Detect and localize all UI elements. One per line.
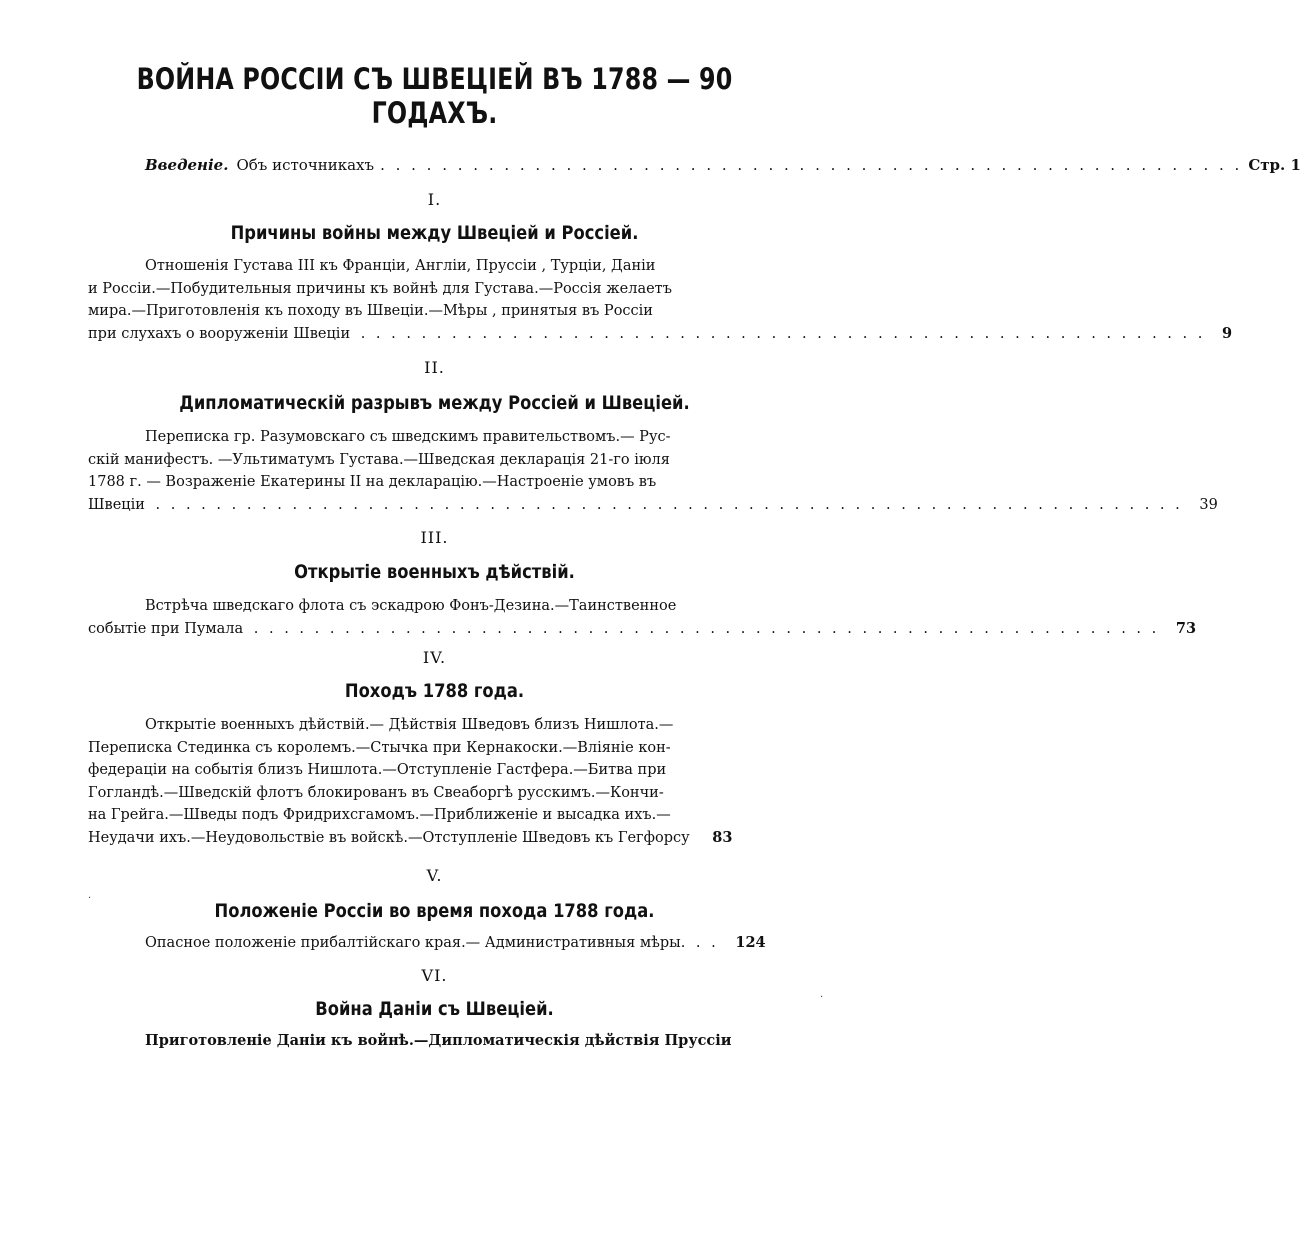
intro-entry [145, 156, 1301, 174]
summary-line: при слухахъ о вооруженіи Швеціи [88, 325, 351, 342]
summary-last-line [88, 932, 781, 955]
summary-line: Опасное положеніе прибалтійскаго края.— Административныя мѣры. [145, 935, 686, 951]
intro-page-number: Стр. 1 [1248, 156, 1301, 174]
page-number: 73 [1175, 619, 1197, 637]
summary-line: Встрѣча шведскаго флота съ эскадрою Фонъ-Дезина.—Таинственное [145, 598, 677, 614]
chapter-summary [88, 932, 781, 955]
summary-line: на Грейга.—Шведы подъ Фридрихсгамомъ.—Приближеніе и высадка ихъ.— [88, 807, 671, 824]
chapter-title: Причины войны между Швеціей и Россіей. [230, 222, 639, 244]
page-number: 83 [712, 828, 733, 846]
summary-line: Переписка Стединка съ королемъ.—Стычка при Кернакоски.—Вліяніе кон- [88, 739, 671, 756]
summary-line: 1788 г. — Возраженіе Екатерины II на декларацію.—Настроеніе умовъ въ [88, 474, 657, 491]
summary-line: мира.—Приготовленія къ походу въ Швеціи.—Мѣры , принятыя въ Россіи [88, 303, 653, 320]
print-speck: · [88, 893, 92, 904]
summary-line: событіе при Пумала [88, 620, 244, 637]
chapter-summary [88, 426, 1218, 516]
summary-line: федераціи на событія близъ Нишлота.—Отступленіе Гастфера.—Битва при [88, 762, 667, 779]
summary-last-line [88, 618, 1197, 641]
summary-last-line [88, 323, 1233, 346]
page-number: 9 [1221, 324, 1233, 342]
summary-last-line [88, 494, 1218, 517]
dot-leader: . . . . . . . . . . . . . . . . . . . . . . . . . . . . . . . . . . . . . . . . . . . . . . . . . . . . . . . . . . . . [253, 620, 1160, 637]
page-title: ВОЙНА РОССІИ СЪ ШВЕЦІЕЙ ВЪ 1788 — 90 ГОДАХЪ. [136, 62, 733, 130]
page-number: 39 [1199, 496, 1218, 513]
summary-line: Отношенія Густава III къ Франціи, Англіи, Пруссіи , Турціи, Даніи [145, 258, 656, 274]
chapter-numeral: V. [426, 866, 443, 885]
chapter-summary [88, 1030, 781, 1053]
chapter-numeral: IV. [422, 648, 447, 667]
summary-line: Переписка гр. Разумовскаго съ шведскимъ правительствомъ.— Рус- [145, 429, 671, 445]
chapter-numeral: III. [420, 528, 449, 547]
intro-label: Введеніе. [145, 156, 229, 174]
summary-line: Швеціи [88, 496, 145, 513]
summary-line: Неудачи ихъ.—Неудовольствіе въ войскѣ.—Отступленіе Шведовъ къ Гегфорсу [88, 829, 690, 846]
chapter-summary [88, 255, 1233, 345]
chapter-summary [88, 595, 1197, 640]
chapter-title: Походъ 1788 года. [344, 680, 525, 702]
summary-last-line [88, 827, 781, 850]
chapter-title: Открытіе военныхъ дѣйствій. [294, 561, 575, 583]
chapter-numeral: VI. [421, 966, 448, 985]
chapter-title: Война Даніи съ Швеціей. [315, 998, 554, 1020]
summary-line: Приготовленіе Даніи къ войнѣ.—Дипломатическія дѣйствія Пруссіи [145, 1032, 732, 1049]
chapter-numeral: I. [427, 190, 442, 209]
dot-leader: . . . . . . . . . . . . . . . . . . . . . . . . . . . . . . . . . . . . . . . . . . . . . . . . . . . . . . . . [360, 325, 1206, 342]
summary-line: Открытіе военныхъ дѣйствій.— Дѣйствія Шведовъ близъ Нишлота.— [145, 717, 674, 733]
chapter-title: Положеніе Россіи во время похода 1788 года. [214, 900, 655, 922]
dot-leader: . . [695, 935, 719, 951]
chapter-summary [88, 714, 781, 850]
summary-line: скій манифестъ. —Ультиматумъ Густава.—Шведская декларація 21-го іюля [88, 451, 670, 468]
dot-leader: . . . . . . . . . . . . . . . . . . . . . . . . . . . . . . . . . . . . . . . . . . . . . . . . . . . . . . . . . . . . . . . . . . . . [155, 496, 1183, 513]
chapter-title: Дипломатическій разрывъ между Россіей и Швеціей. [179, 392, 690, 414]
dot-leader: . . . . . . . . . . . . . . . . . . . . . . . . . . . . . . . . . . . . . . . . . . . . . . . . . . . . . . . . [380, 156, 1243, 174]
chapter-numeral: II. [424, 358, 445, 377]
print-speck: · [820, 992, 824, 1003]
summary-line: и Россіи.—Побудительныя причины къ войнѣ для Густава.—Россія желаетъ [88, 280, 672, 297]
page-number: 124 [735, 934, 766, 951]
intro-text: Объ источникахъ [236, 156, 375, 174]
summary-line: Гогландѣ.—Шведскій флотъ блокированъ въ Свеаборгѣ русскимъ.—Кончи- [88, 784, 664, 801]
